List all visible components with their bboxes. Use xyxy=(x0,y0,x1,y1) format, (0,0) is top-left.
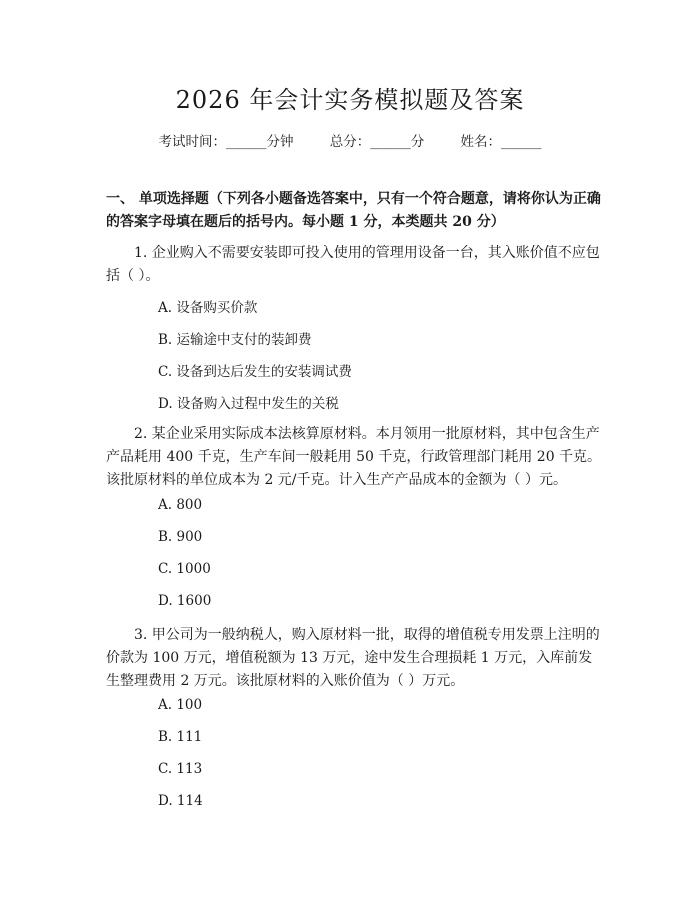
question-1-option-a: A. 设备购买价款 xyxy=(158,300,258,316)
question-3: 3. 甲公司为一般纳税人，购入原材料一批，取得的增值税专用发票上注明的价款为 100 万元，增值税额为 13 万元，途中发生合理损耗 1 万元，入库前发生整理费用 2 万元。该批原材料的入账价值为（ ）万元。 xyxy=(106,627,600,689)
question-1-option-d: D. 设备购入过程中发生的关税 xyxy=(158,396,339,412)
question-3-option-c: C. 113 xyxy=(158,761,203,777)
exam-time-field: 考试时间：______分钟 xyxy=(158,134,294,150)
question-1-option-b: B. 运输途中支付的装卸费 xyxy=(158,332,312,348)
section-heading: 一、 单项选择题（下列各小题备选答案中，只有一个符合题意，请将你认为正确的答案字母填在题后的括号内。每小题 1 分，本类题共 20 分） xyxy=(106,191,601,230)
question-3-option-d: D. 114 xyxy=(158,793,203,809)
name-field: 姓名：______ xyxy=(460,134,542,150)
total-score-field: 总分：______分 xyxy=(329,134,425,150)
document-title: 2026 年会计实务模拟题及答案 xyxy=(175,86,525,114)
question-2-option-a: A. 800 xyxy=(158,497,203,513)
question-2-option-b: B. 900 xyxy=(158,529,203,545)
question-3-option-a: A. 100 xyxy=(158,697,203,713)
question-3-option-b: B. 111 xyxy=(158,729,203,745)
question-2-option-d: D. 1600 xyxy=(158,593,212,609)
question-1-option-c: C. 设备到达后发生的安装调试费 xyxy=(158,364,352,380)
question-2: 2. 某企业采用实际成本法核算原材料。本月领用一批原材料，其中包含生产产品耗用 400 千克，生产车间一般耗用 50 千克，行政管理部门耗用 20 千克。该批原材料的单位成本为 2 元/千克。计入生产产品成本的金额为（ ）元。 xyxy=(106,426,602,488)
question-2-option-c: C. 1000 xyxy=(158,561,211,577)
question-1: 1. 企业购入不需要安装即可投入使用的管理用设备一台，其入账价值不应包括（ ）。 xyxy=(106,245,600,284)
exam-meta xyxy=(0,130,700,150)
